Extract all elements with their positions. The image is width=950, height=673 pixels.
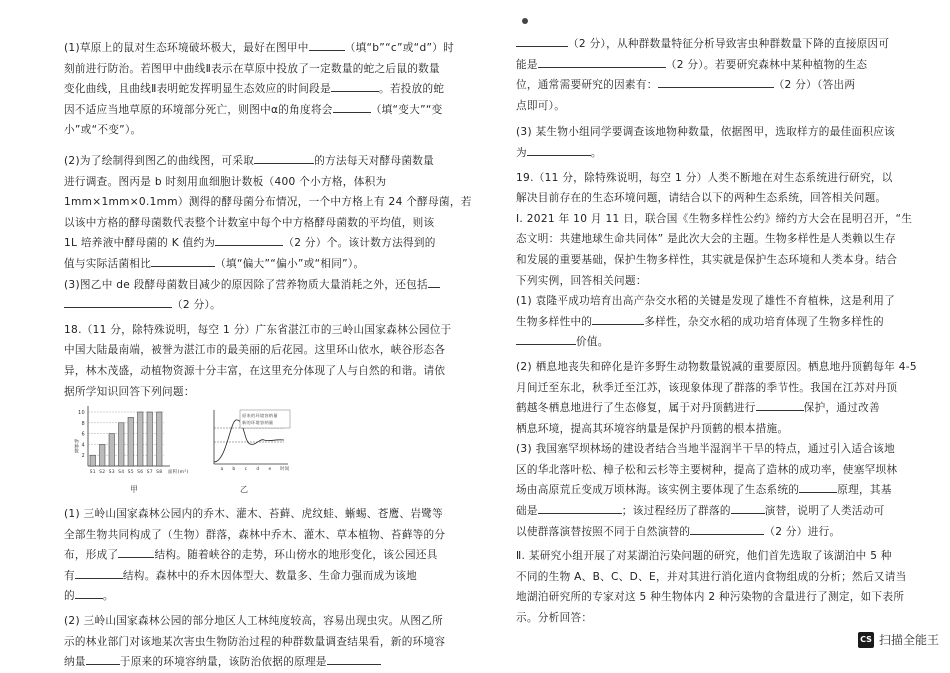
left-q17-3-line1: (3)图乙中 de 段酵母菌数目减少的原因除了营养物质大量消耗之外，还包括 [64, 275, 404, 296]
left-q17-1-line3: 变化曲线，且曲线Ⅱ表明蛇发挥明显生态效应的时间段是 。若投放的蛇 [64, 79, 404, 100]
q19-part2-line4: 示。分析回答： [516, 612, 593, 625]
x-tick-label: e [268, 467, 272, 473]
x-tick-label: S3 [108, 470, 115, 476]
bar [119, 423, 125, 466]
left-q17-2-line3: 1mm×1mm×0.1mm）测得的酵母菌分布情况，一个中方格上有 24 个酵母菌，若 [64, 196, 472, 209]
answer-blank[interactable] [799, 480, 837, 493]
answer-blank[interactable] [538, 55, 666, 68]
q19-1-line2: 生物多样性中的 多样性，杂交水稻的成功培育体现了生物多样性的 [516, 312, 861, 333]
q19-2-line1: (2) 栖息地丧失和碎化是许多野生动物数量锐减的重要原因。栖息地丹顶鹤每年 4-5 [516, 360, 917, 373]
left-q17-1-line5: 小”或“不变”）。 [64, 124, 142, 137]
q19-part2-line2: 不同的生物 A、B、C、D、E，并对其进行消化道内食物组成的分析；然后又请当 [516, 570, 907, 583]
x-tick-label: S5 [127, 470, 134, 476]
x-tick-label: S2 [99, 470, 106, 476]
bar [90, 455, 96, 466]
answer-blank[interactable] [592, 312, 644, 325]
q19-part1-line3: 和发展的重要基础，保护生物多样性，其实就是保护生态环境和人类本身。结合 [516, 253, 898, 266]
x-axis-label: 面积(m²) [168, 470, 189, 476]
q19-1-line3: 价值。 [516, 332, 861, 353]
left-q18-2-line2: 示的林业部门对该地某次害虫生物防治过程的种群数量调查结果看，新的环境容 [64, 635, 446, 648]
watermark-text: 扫描全能王 [879, 633, 940, 647]
bar [100, 444, 106, 466]
legend-label-new-k: 新的环境容纳量 [242, 420, 274, 426]
left-q18-1-line3: 布，形成了 结构。随着峡谷的走势，环山傍水的地形变化，该公园还具 [64, 545, 404, 566]
answer-blank[interactable] [64, 295, 172, 308]
answer-blank[interactable] [118, 545, 154, 558]
q19-line1: 19.（11 分，除特殊说明，每空 1 分）人类不断地在对生态系统进行研究，以 [516, 171, 893, 184]
figure-jia-caption: 甲 [130, 485, 139, 495]
left-q18-1-line1: (1) 三岭山国家森林公园内的乔木、灌木、苔藓、虎纹蛙、蜥蜴、苍鹰、岩鹭等 [64, 508, 444, 521]
q19-part2-line3: 地湖泊研究所的专家对这 5 种生物体内 2 种污染物的含量进行了测定，如下表所 [516, 591, 905, 604]
y-tick-label: 4 [81, 442, 85, 449]
q18-line4: 据所学知识回答下列问题： [64, 385, 195, 398]
q18-line1: 18.（11 分，除特殊说明，每空 1 分）广东省湛江市的三岭山国家森林公园位于 [64, 323, 452, 336]
y-axis-label: 物种数 [73, 439, 79, 454]
x-tick-label: c [244, 467, 248, 473]
left-q17-2-line5: 1L 培养液中酵母菌的 K 值约为 （2 分）个。该计数方法得到的 [64, 233, 404, 254]
x-tick-label: S4 [118, 470, 125, 476]
q19-part1-line1: Ⅰ. 2021 年 10 月 11 日，联合国《生物多样性公约》缔约方大会在昆明召开，“生 [516, 212, 913, 225]
q19-part1-line4: 下列实例，回答相关问题： [516, 274, 647, 287]
answer-blank[interactable] [331, 79, 379, 92]
answer-blank[interactable] [215, 233, 283, 246]
q19-2-line3: 鹤越冬栖息地进行了生态修复，属于对丹顶鹤进行 保护，通过改善 [516, 398, 861, 419]
q19-3-line4: 础是 ；该过程经历了群落的 演替，说明了人类活动可 [516, 501, 861, 522]
figure-yi-caption: 乙 [240, 485, 249, 495]
q19-1-line1: (1) 袁隆平成功培育出高产杂交水稻的关键是发现了雄性不育植株，这是利用了 [516, 295, 896, 308]
bar [147, 412, 153, 466]
left-q17-2-line2: 进行调查。图丙是 b 时刻用血细胞计数板（400 个小方格，体积为 [64, 175, 387, 188]
left-q18-1-line5: 的 。 [64, 586, 404, 607]
q19-3-line1: (3) 我国塞罕坝林场的建设者结合当地半湿润半干旱的特点，通过引入适合该地 [516, 443, 896, 456]
left-q17-2-line4: 以该中方格的酵母菌数代表整个计数室中每个中方格酵母菌数的平均值，则该 [64, 216, 435, 229]
left-q17-1-line4: 因不适应当地草原的环境部分死亡，则图中α的角度将会 （填“变大”“变 [64, 100, 404, 121]
q18-line2: 中国大陆最南端，被誉为湛江市的最美丽的后花园。这里环山依水，峡谷形态各 [64, 344, 446, 357]
answer-blank[interactable] [327, 652, 381, 665]
right-q18-2-cont-line2: 能是 （2 分）。若要研究森林中某种植物的生态 [516, 55, 861, 76]
q19-part2-line1: Ⅱ. 某研究小组开展了对某湖泊污染问题的研究，他们首先选取了该湖泊中 5 种 [516, 550, 892, 563]
answer-blank[interactable] [538, 501, 622, 514]
answer-blank[interactable] [86, 652, 120, 665]
y-tick-label: 8 [81, 420, 85, 427]
left-q18-2-line1: (2) 三岭山国家森林公园的部分地区人工林纯度较高，容易出现虫灾。从图乙所 [64, 615, 444, 628]
left-q17-1-line1: (1)草原上的鼠对生态环境破坏极大，最好在图甲中 （填“b”“c”或“d”）时 [64, 0, 404, 59]
bar [138, 412, 144, 466]
answer-blank[interactable] [333, 100, 371, 113]
answer-blank[interactable] [756, 398, 804, 411]
right-q18-2-cont-line3: 位，通常需要研究的因素有： （2 分）（答出两 [516, 75, 861, 96]
figure-yi-line-chart [204, 406, 300, 476]
answer-blank[interactable] [690, 522, 764, 535]
right-q18-2-cont-line1: （2 分），从种群数量特征分析导致害虫种群数量下降的直接原因可 [516, 0, 861, 55]
q19-2-line4: 栖息环境，提高其环境容纳量是保护丹顶鹤的根本措施。 [516, 422, 789, 435]
q19-2-line2: 月间迁至东北，秋季迁至江苏，该现象体现了群落的季节性。我国在江苏对丹顶 [516, 381, 898, 394]
figures-row [64, 406, 404, 498]
answer-blank[interactable] [309, 38, 345, 51]
answer-blank[interactable] [731, 501, 765, 514]
x-axis-label: 时间 [280, 467, 290, 473]
left-q18-1-line4: 有 结构。森林中的乔木因体型大、数量多、生命力强而成为该地 [64, 566, 404, 587]
bar [157, 412, 163, 466]
q19-part1-line2: 态文明：共建地球生命共同体” 是此次大会的主题。生物多样性是人类赖以生存 [516, 233, 896, 246]
left-column [64, 0, 472, 673]
camscanner-logo-icon: CS [858, 632, 874, 648]
answer-blank[interactable] [75, 566, 123, 579]
q19-3-line2: 区的华北落叶松、樟子松和云杉等主要树种，提高了造林的成功率，使塞罕坝林 [516, 463, 898, 476]
left-q17-2-line6: 值与实际活菌相比 （填“偏大”“偏小”或“相同”）。 [64, 254, 404, 275]
legend-label-original-k: 原来的环境容纳量 [242, 413, 278, 419]
answer-blank[interactable] [428, 275, 440, 288]
answer-blank[interactable] [516, 34, 568, 47]
left-q17-2-line1: (2)为了绘制得到图乙的曲线图，可采取 的方法每天对酵母菌数量 [64, 151, 404, 172]
x-tick-label: S6 [137, 470, 144, 476]
bar [109, 434, 115, 466]
answer-blank[interactable] [75, 586, 103, 599]
answer-blank[interactable] [151, 254, 215, 267]
answer-blank[interactable] [516, 332, 576, 345]
answer-blank[interactable] [658, 75, 774, 88]
q18-line3: 异，林木茂盛，动植物资源十分丰富，在这里充分体现了人与自然的和谐。请依 [64, 364, 446, 377]
left-q17-3-line2: （2 分）。 [64, 295, 404, 316]
right-q18-3-line1: (3) 某生物小组同学要调查该地物种数量，依据图甲，选取样方的最佳面积应该 [516, 126, 896, 139]
x-tick-label: S7 [146, 470, 153, 476]
scanner-watermark [858, 631, 939, 648]
left-q17-1-line2: 刻前进行防治。若图甲中曲线Ⅱ表示在草原中投放了一定数量的蛇之后鼠的数量 [64, 62, 440, 75]
x-tick-label: a [220, 467, 224, 473]
q19-3-line3: 场由高原荒丘变成万顷林海。该实例主要体现了生态系统的 原理，其基 [516, 480, 861, 501]
q19-line2: 解决目前存在的生态环境问题，请结合以下的两种生态系统，回答相关问题。 [516, 192, 887, 205]
q19-3-line5: 以使群落演替按照不同于自然演替的 （2 分）进行。 [516, 522, 861, 543]
x-tick-label: S8 [156, 470, 163, 476]
x-tick-label: d [256, 467, 260, 473]
x-tick-label: S1 [89, 470, 96, 476]
right-q18-2-cont-line4: 点即可）。 [516, 99, 566, 112]
y-tick-label: 10 [78, 410, 85, 417]
right-q18-3-line2: 为 。 [516, 143, 861, 164]
y-tick-label: 6 [81, 431, 85, 438]
answer-blank[interactable] [254, 151, 314, 164]
bar [128, 417, 134, 466]
right-column [516, 0, 917, 629]
x-tick-label: b [232, 467, 236, 473]
left-q18-2-line3: 纳量 于原来的环境容纳量，该防治依据的原理是 [64, 652, 404, 673]
y-tick-label: 2 [81, 453, 85, 460]
answer-blank[interactable] [527, 143, 591, 156]
figure-jia-bar-chart [72, 406, 192, 478]
left-q18-1-line2: 全部生物共同构成了（生物）群落，森林中乔木、灌木、草本植物、苔藓等的分 [64, 528, 446, 541]
